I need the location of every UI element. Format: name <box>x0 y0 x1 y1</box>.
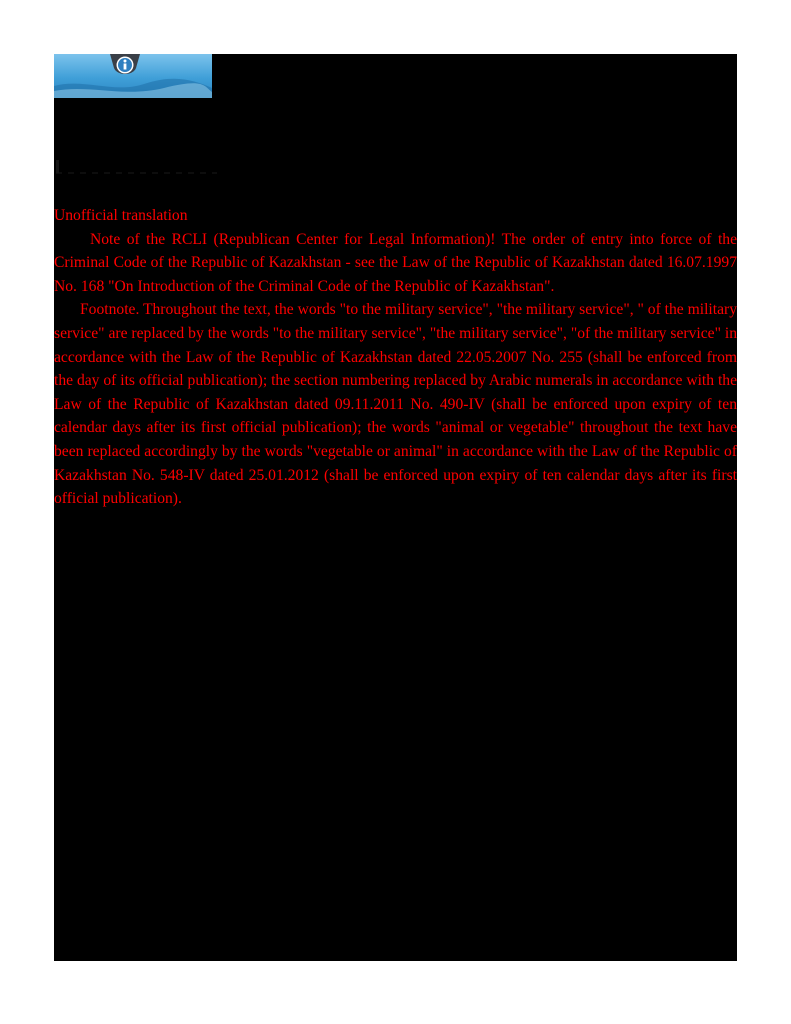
document-page <box>54 54 737 961</box>
logo <box>54 54 212 98</box>
footnote-paragraph: Footnote. Throughout the text, the words "to the military service", "the military service", " of the military service" are replaced by the words "to the military service", "the military service", "of the military service" in accordance with the Law of the Republic of Kazakhstan dated 22.05.2007 No. 255 (shall be enforced from the day of its official publication); the section numbering replaced by Arabic numerals in accordance with the Law of the Republic of Kazakhstan dated 09.11.2011 No. 490-IV (shall be enforced upon expiry of ten calendar days after its first official publication); the words "animal or vegetable" throughout the text have been replaced accordingly by the words "vegetable or animal" in accordance with the Law of the Republic of Kazakhstan No. 548-IV dated 25.01.2012 (shall be enforced upon expiry of ten calendar days after its first official publication). <box>54 301 737 508</box>
document-body <box>54 204 737 511</box>
info-icon <box>106 54 144 80</box>
rcli-note: Note of the RCLI (Republican Center for Legal Information)! The order of entry into force of the Criminal Code of the Republic of Kazakhstan - see the Law of the Republic of Kazakhstan dated 16.07.1997 No. 168 "On Introduction of the Criminal Code of the Republic of Kazakhstan". <box>54 230 737 295</box>
title-placeholder <box>54 158 219 176</box>
document-subtitle: Unofficial translation <box>54 207 188 224</box>
